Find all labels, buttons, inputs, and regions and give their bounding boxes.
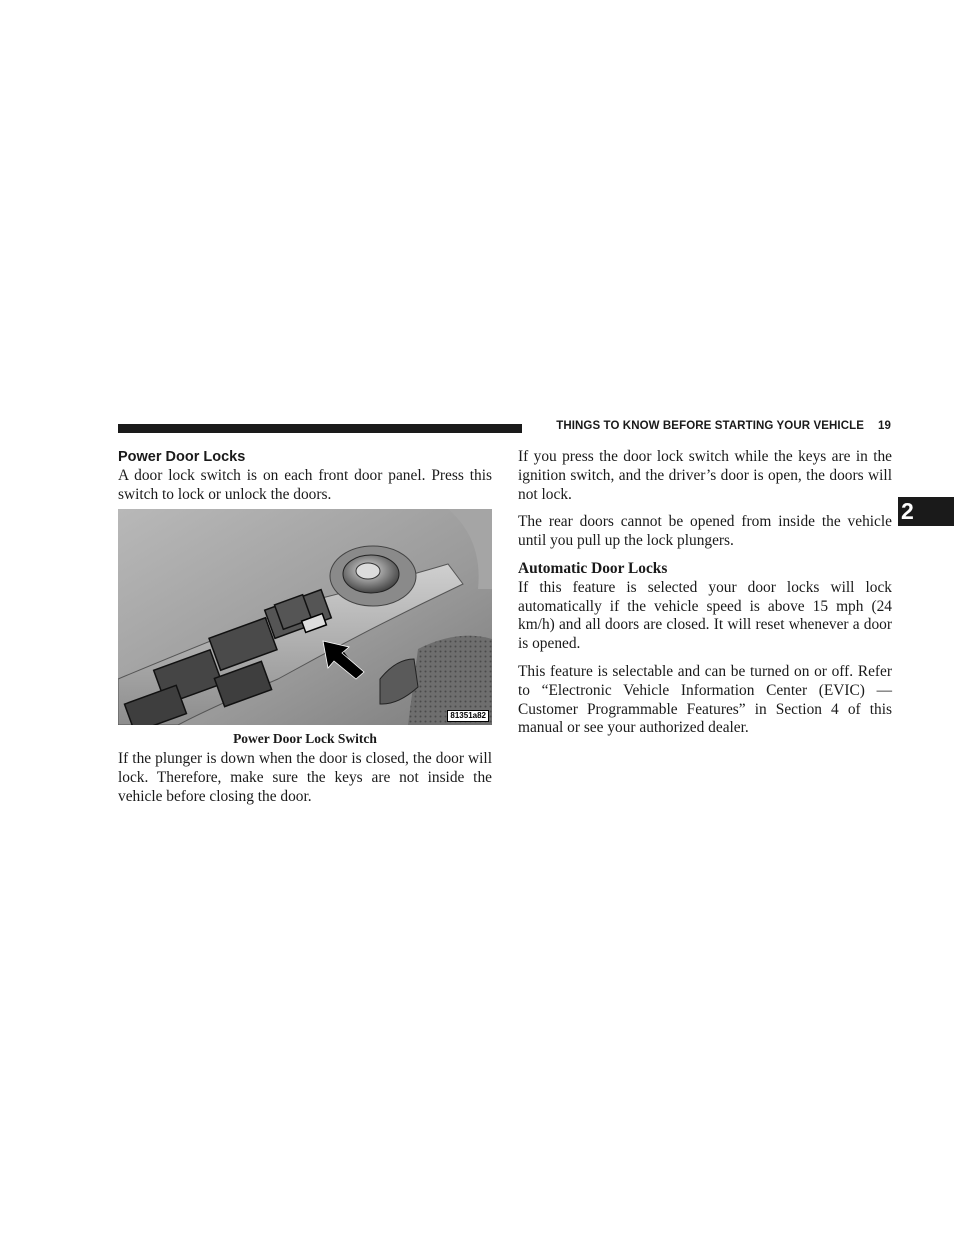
running-header [533,420,891,436]
automatic-locks-heading: Automatic Door Locks [518,559,668,577]
header-rule [118,424,522,433]
section-title: THINGS TO KNOW BEFORE STARTING YOUR VEHICLE [556,420,864,432]
figure-code: 81351a82 [447,710,489,722]
door-panel-drawing [118,509,492,725]
page-number: 19 [878,420,891,432]
chapter-tab: 2 [898,497,954,526]
section-heading: Power Door Locks [118,449,246,465]
keys-paragraph: If you press the door lock switch while the keys are in the ignition switch, and the driver’s door is open, the doors will not lock. [518,448,892,503]
selectable-paragraph: This feature is selectable and can be turned on or off. Refer to “Electronic Vehicle Information Center (EVIC) — Customer Programmable Features” in Section 4 of this manual or see your authorized dealer. [518,662,892,737]
figure-caption: Power Door Lock Switch [233,731,377,746]
intro-paragraph: A door lock switch is on each front door panel. Press this switch to lock or unlock the doors. [118,467,492,503]
door-switch-illustration [118,509,492,725]
automatic-locks-paragraph: If this feature is selected your door locks will lock automatically if the vehicle speed is above 15 mph (24 km/h) and all doors are closed. It will reset whenever a door is opened. [518,578,892,653]
right-column [518,448,892,738]
rear-doors-paragraph: The rear doors cannot be opened from inside the vehicle until you pull up the lock plungers. [518,513,892,550]
plunger-paragraph: If the plunger is down when the door is closed, the door will lock. Therefore, make sure the keys are not inside the vehicle before closing the door. [118,750,492,805]
left-column [118,448,492,505]
